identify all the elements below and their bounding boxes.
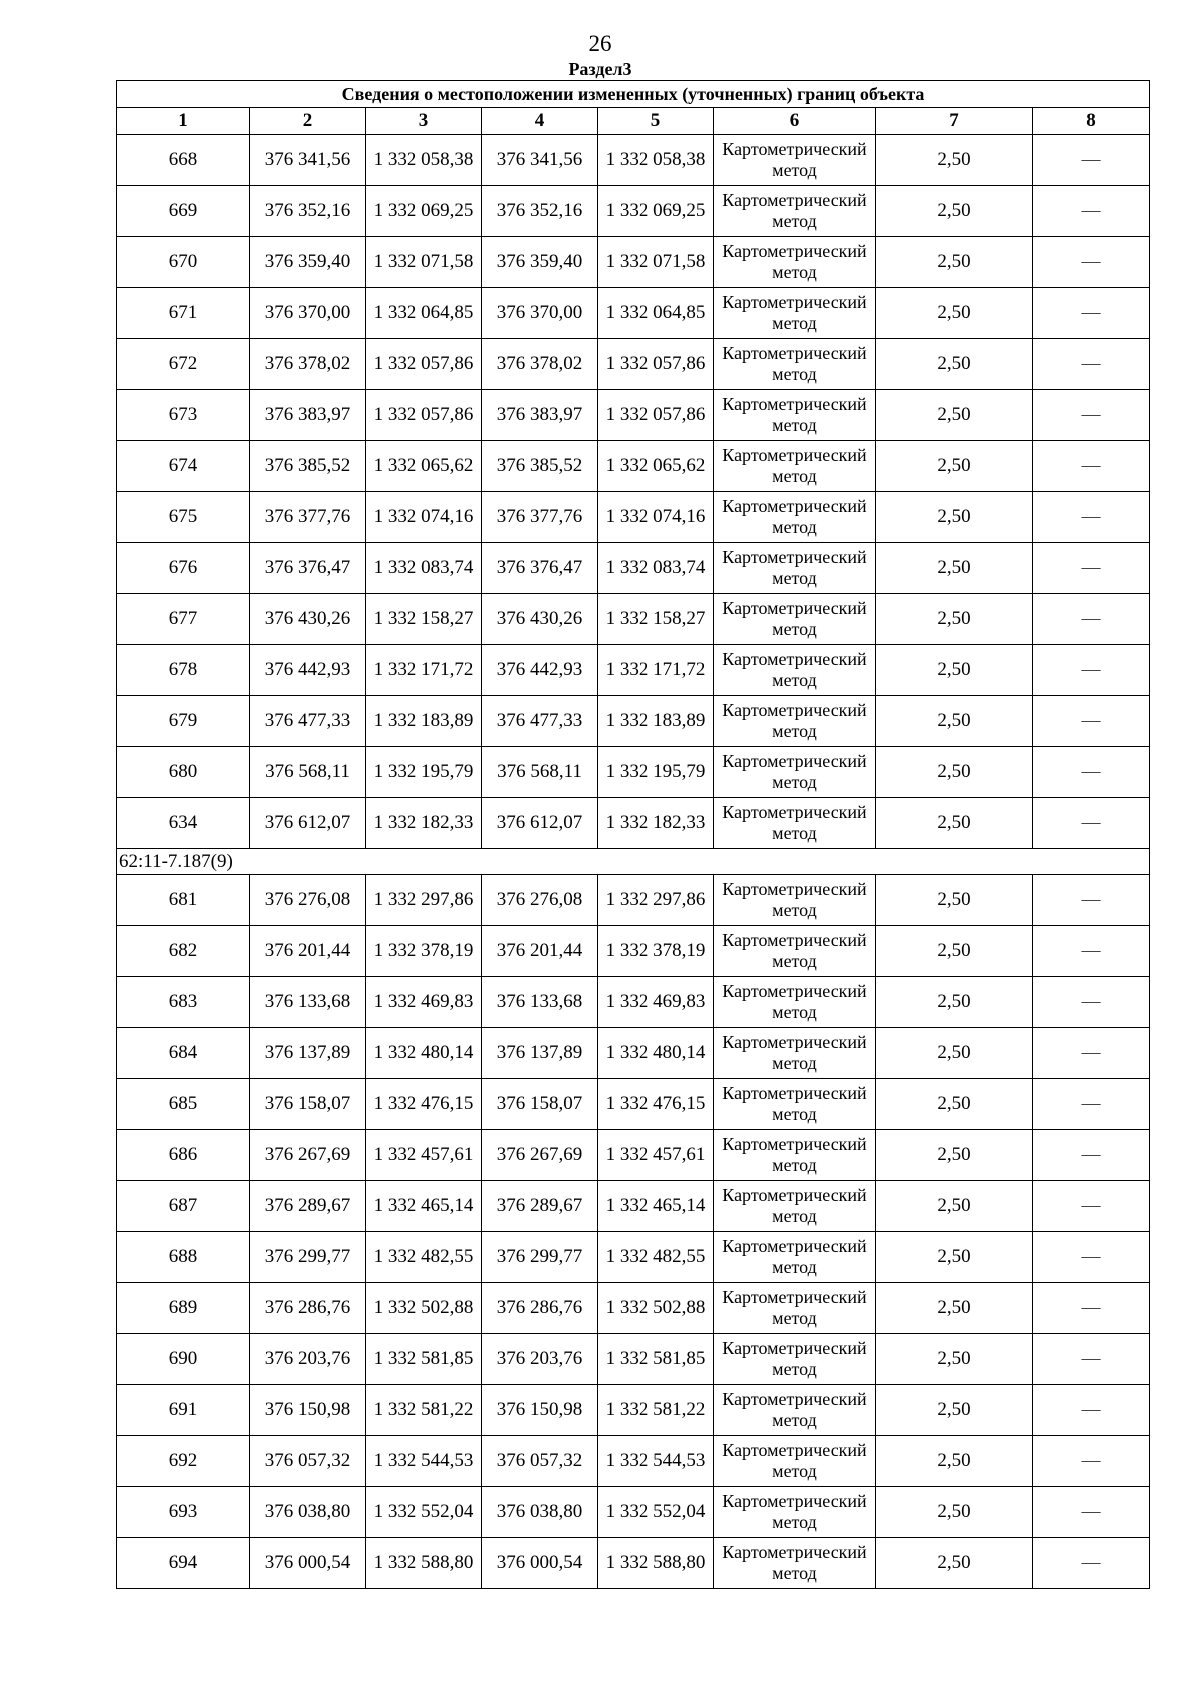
table-cell-col-5: 1 332 482,55: [598, 1232, 714, 1283]
table-cell-col-7: 2,50: [876, 645, 1033, 696]
table-cell-col-1: 683: [117, 977, 250, 1028]
table-cell-col-7: 2,50: [876, 1028, 1033, 1079]
table-cell-col-7: 2,50: [876, 543, 1033, 594]
table-cell-col-3: 1 332 552,04: [366, 1487, 482, 1538]
table-cell-col-6: Картометрический метод: [714, 645, 876, 696]
table-cell-col-2: 376 341,56: [250, 135, 366, 186]
table-cell-col-5: 1 332 065,62: [598, 441, 714, 492]
table-cell-col-7: 2,50: [876, 747, 1033, 798]
table-row: [117, 1436, 1150, 1487]
table-cell-col-2: 376 430,26: [250, 594, 366, 645]
table-cell-col-5: 1 332 195,79: [598, 747, 714, 798]
table-cell-col-5: 1 332 544,53: [598, 1436, 714, 1487]
table-row: [117, 339, 1150, 390]
table-cell-col-1: 669: [117, 186, 250, 237]
table-cell-col-4: 376 267,69: [482, 1130, 598, 1181]
table-row: [117, 186, 1150, 237]
table-row: [117, 926, 1150, 977]
table-cell-col-4: 376 203,76: [482, 1334, 598, 1385]
table-cell-col-6: Картометрический метод: [714, 977, 876, 1028]
table-cell-col-3: 1 332 544,53: [366, 1436, 482, 1487]
table-row: [117, 1079, 1150, 1130]
table-cell-col-5: 1 332 064,85: [598, 288, 714, 339]
table-cell-col-2: 376 568,11: [250, 747, 366, 798]
table-cell-col-5: 1 332 057,86: [598, 390, 714, 441]
table-cell-col-8: —: [1033, 492, 1150, 543]
table-cell-col-8: —: [1033, 594, 1150, 645]
table-cell-col-5: 1 332 071,58: [598, 237, 714, 288]
table-cell-col-1: 694: [117, 1538, 250, 1589]
table-cell-col-8: —: [1033, 543, 1150, 594]
table-row: [117, 441, 1150, 492]
table-cell-col-7: 2,50: [876, 339, 1033, 390]
table-cell-col-4: 376 430,26: [482, 594, 598, 645]
table-cell-col-8: —: [1033, 926, 1150, 977]
table-cell-col-5: 1 332 378,19: [598, 926, 714, 977]
table-cell-col-4: 376 341,56: [482, 135, 598, 186]
table-cell-col-6: Картометрический метод: [714, 1079, 876, 1130]
table-cell-col-7: 2,50: [876, 875, 1033, 926]
table-cell-col-4: 376 276,08: [482, 875, 598, 926]
column-header-3: 3: [366, 108, 482, 135]
table-cell-col-8: —: [1033, 1181, 1150, 1232]
table-cell-col-8: —: [1033, 1385, 1150, 1436]
table-cell-col-3: 1 332 158,27: [366, 594, 482, 645]
table-cell-col-3: 1 332 465,14: [366, 1181, 482, 1232]
table-cell-col-2: 376 203,76: [250, 1334, 366, 1385]
table-cell-col-3: 1 332 183,89: [366, 696, 482, 747]
table-cell-col-6: Картометрический метод: [714, 1385, 876, 1436]
table-row: [117, 390, 1150, 441]
table-cell-col-6: Картометрический метод: [714, 1487, 876, 1538]
table-row: [117, 237, 1150, 288]
table-cell-col-5: 1 332 183,89: [598, 696, 714, 747]
table-row: [117, 1232, 1150, 1283]
table-cell-col-6: Картометрический метод: [714, 237, 876, 288]
table-cell-col-8: —: [1033, 645, 1150, 696]
table-cell-col-4: 376 359,40: [482, 237, 598, 288]
table-cell-col-2: 376 150,98: [250, 1385, 366, 1436]
table-cell-col-3: 1 332 581,22: [366, 1385, 482, 1436]
table-cell-col-4: 376 286,76: [482, 1283, 598, 1334]
table-cell-col-4: 376 137,89: [482, 1028, 598, 1079]
table-cell-col-5: 1 332 457,61: [598, 1130, 714, 1181]
table-cell-col-3: 1 332 297,86: [366, 875, 482, 926]
table-cell-col-4: 376 299,77: [482, 1232, 598, 1283]
table-cell-col-3: 1 332 195,79: [366, 747, 482, 798]
table-cell-col-8: —: [1033, 747, 1150, 798]
table-cell-col-3: 1 332 057,86: [366, 339, 482, 390]
table-cell-col-8: —: [1033, 288, 1150, 339]
table-cell-col-2: 376 201,44: [250, 926, 366, 977]
table-cell-col-8: —: [1033, 798, 1150, 849]
table-cell-col-5: 1 332 171,72: [598, 645, 714, 696]
column-header-1: 1: [117, 108, 250, 135]
table-cell-col-5: 1 332 083,74: [598, 543, 714, 594]
table-cell-col-7: 2,50: [876, 1334, 1033, 1385]
table-cell-col-6: Картометрический метод: [714, 1232, 876, 1283]
table-cell-col-6: Картометрический метод: [714, 798, 876, 849]
table-cell-col-6: Картометрический метод: [714, 135, 876, 186]
table-cell-col-3: 1 332 069,25: [366, 186, 482, 237]
table-cell-col-1: 668: [117, 135, 250, 186]
table-cell-col-4: 376 352,16: [482, 186, 598, 237]
table-cell-col-4: 376 612,07: [482, 798, 598, 849]
table-cell-col-3: 1 332 057,86: [366, 390, 482, 441]
table-cell-col-5: 1 332 552,04: [598, 1487, 714, 1538]
table-row: [117, 1181, 1150, 1232]
table-cell-col-3: 1 332 581,85: [366, 1334, 482, 1385]
table-cell-col-7: 2,50: [876, 1232, 1033, 1283]
table-cell-col-7: 2,50: [876, 1385, 1033, 1436]
table-cell-col-6: Картометрический метод: [714, 926, 876, 977]
table-cell-col-8: —: [1033, 1232, 1150, 1283]
table-cell-col-4: 376 057,32: [482, 1436, 598, 1487]
table-cell-col-5: 1 332 476,15: [598, 1079, 714, 1130]
table-cell-col-8: —: [1033, 1334, 1150, 1385]
table-cell-col-2: 376 267,69: [250, 1130, 366, 1181]
table-cell-col-1: 674: [117, 441, 250, 492]
table-cell-col-6: Картометрический метод: [714, 441, 876, 492]
table-cell-col-3: 1 332 480,14: [366, 1028, 482, 1079]
table-cell-col-5: 1 332 182,33: [598, 798, 714, 849]
table-cell-col-1: 671: [117, 288, 250, 339]
table-cell-col-7: 2,50: [876, 135, 1033, 186]
table-cell-col-5: 1 332 581,22: [598, 1385, 714, 1436]
table-cell-col-2: 376 158,07: [250, 1079, 366, 1130]
table-row: [117, 492, 1150, 543]
column-header-row: [117, 108, 1150, 135]
table-cell-col-1: 687: [117, 1181, 250, 1232]
table-cell-col-8: —: [1033, 135, 1150, 186]
table-cell-col-3: 1 332 083,74: [366, 543, 482, 594]
table-cell-col-3: 1 332 482,55: [366, 1232, 482, 1283]
table-cell-col-4: 376 442,93: [482, 645, 598, 696]
table-cell-col-6: Картометрический метод: [714, 1130, 876, 1181]
column-header-8: 8: [1033, 108, 1150, 135]
table-cell-col-3: 1 332 457,61: [366, 1130, 482, 1181]
table-cell-col-7: 2,50: [876, 1181, 1033, 1232]
table-cell-col-8: —: [1033, 186, 1150, 237]
table-cell-col-1: 675: [117, 492, 250, 543]
table-cell-col-3: 1 332 469,83: [366, 977, 482, 1028]
table-cell-col-7: 2,50: [876, 926, 1033, 977]
table-cell-col-8: —: [1033, 875, 1150, 926]
table-row: [117, 594, 1150, 645]
table-cell-col-1: 684: [117, 1028, 250, 1079]
table-cell-col-2: 376 000,54: [250, 1538, 366, 1589]
table-cell-col-7: 2,50: [876, 977, 1033, 1028]
table-row: [117, 543, 1150, 594]
table-cell-col-3: 1 332 058,38: [366, 135, 482, 186]
table-cell-col-3: 1 332 065,62: [366, 441, 482, 492]
group-label: 62:11-7.187(9): [117, 849, 1150, 875]
table-row: [117, 1028, 1150, 1079]
table-row: [117, 696, 1150, 747]
table-cell-col-1: 688: [117, 1232, 250, 1283]
table-cell-col-6: Картометрический метод: [714, 1181, 876, 1232]
table-cell-col-1: 678: [117, 645, 250, 696]
table-cell-col-4: 376 158,07: [482, 1079, 598, 1130]
table-row: [117, 135, 1150, 186]
boundary-coordinates-table: [116, 80, 1150, 1589]
table-cell-col-5: 1 332 074,16: [598, 492, 714, 543]
table-cell-col-1: 692: [117, 1436, 250, 1487]
column-header-7: 7: [876, 108, 1033, 135]
table-cell-col-2: 376 376,47: [250, 543, 366, 594]
table-cell-col-2: 376 385,52: [250, 441, 366, 492]
table-cell-col-4: 376 377,76: [482, 492, 598, 543]
table-cell-col-1: 680: [117, 747, 250, 798]
table-cell-col-1: 679: [117, 696, 250, 747]
table-cell-col-8: —: [1033, 1538, 1150, 1589]
table-cell-col-4: 376 378,02: [482, 339, 598, 390]
table-cell-col-4: 376 201,44: [482, 926, 598, 977]
table-cell-col-8: —: [1033, 390, 1150, 441]
table-cell-col-2: 376 378,02: [250, 339, 366, 390]
table-cell-col-7: 2,50: [876, 492, 1033, 543]
table-cell-col-3: 1 332 476,15: [366, 1079, 482, 1130]
table-cell-col-3: 1 332 182,33: [366, 798, 482, 849]
table-cell-col-4: 376 133,68: [482, 977, 598, 1028]
table-cell-col-4: 376 385,52: [482, 441, 598, 492]
table-cell-col-6: Картометрический метод: [714, 288, 876, 339]
table-cell-col-4: 376 370,00: [482, 288, 598, 339]
table-cell-col-2: 376 276,08: [250, 875, 366, 926]
table-cell-col-6: Картометрический метод: [714, 875, 876, 926]
table-row: [117, 875, 1150, 926]
section-title: Раздел3: [568, 59, 632, 79]
table-cell-col-3: 1 332 378,19: [366, 926, 482, 977]
table-cell-col-7: 2,50: [876, 186, 1033, 237]
table-cell-col-1: 685: [117, 1079, 250, 1130]
table-cell-col-3: 1 332 074,16: [366, 492, 482, 543]
table-cell-col-8: —: [1033, 1487, 1150, 1538]
table-cell-col-6: Картометрический метод: [714, 390, 876, 441]
table-cell-col-3: 1 332 171,72: [366, 645, 482, 696]
page-number: 26: [588, 31, 612, 56]
table-cell-col-8: —: [1033, 441, 1150, 492]
table-cell-col-7: 2,50: [876, 1487, 1033, 1538]
table-cell-col-3: 1 332 588,80: [366, 1538, 482, 1589]
table-cell-col-1: 672: [117, 339, 250, 390]
table-cell-col-5: 1 332 297,86: [598, 875, 714, 926]
table-cell-col-6: Картометрический метод: [714, 1334, 876, 1385]
table-row: [117, 1385, 1150, 1436]
table-cell-col-7: 2,50: [876, 441, 1033, 492]
table-cell-col-1: 634: [117, 798, 250, 849]
table-row: [117, 798, 1150, 849]
table-cell-col-6: Картометрический метод: [714, 186, 876, 237]
table-cell-col-1: 693: [117, 1487, 250, 1538]
table-cell-col-4: 376 038,80: [482, 1487, 598, 1538]
table-row: [117, 1130, 1150, 1181]
table-cell-col-2: 376 352,16: [250, 186, 366, 237]
table-cell-col-8: —: [1033, 977, 1150, 1028]
table-cell-col-7: 2,50: [876, 1283, 1033, 1334]
table-cell-col-2: 376 137,89: [250, 1028, 366, 1079]
table-row: [117, 1538, 1150, 1589]
table-cell-col-1: 670: [117, 237, 250, 288]
table-cell-col-6: Картометрический метод: [714, 696, 876, 747]
table-cell-col-1: 682: [117, 926, 250, 977]
table-cell-col-2: 376 057,32: [250, 1436, 366, 1487]
table-cell-col-7: 2,50: [876, 288, 1033, 339]
table-body: [117, 135, 1150, 1589]
table-cell-col-6: Картометрический метод: [714, 1028, 876, 1079]
table-cell-col-4: 376 376,47: [482, 543, 598, 594]
column-header-2: 2: [250, 108, 366, 135]
table-cell-col-6: Картометрический метод: [714, 1538, 876, 1589]
table-cell-col-2: 376 133,68: [250, 977, 366, 1028]
column-header-5: 5: [598, 108, 714, 135]
table-cell-col-7: 2,50: [876, 798, 1033, 849]
table-cell-col-8: —: [1033, 1283, 1150, 1334]
table-cell-col-7: 2,50: [876, 1079, 1033, 1130]
column-header-4: 4: [482, 108, 598, 135]
table-cell-col-4: 376 000,54: [482, 1538, 598, 1589]
table-cell-col-2: 376 442,93: [250, 645, 366, 696]
table-cell-col-2: 376 370,00: [250, 288, 366, 339]
table-cell-col-4: 376 568,11: [482, 747, 598, 798]
table-cell-col-5: 1 332 480,14: [598, 1028, 714, 1079]
table-cell-col-5: 1 332 158,27: [598, 594, 714, 645]
table-cell-col-4: 376 150,98: [482, 1385, 598, 1436]
table-cell-col-3: 1 332 064,85: [366, 288, 482, 339]
table-cell-col-1: 673: [117, 390, 250, 441]
table-cell-col-6: Картометрический метод: [714, 594, 876, 645]
table-cell-col-2: 376 477,33: [250, 696, 366, 747]
table-row: [117, 288, 1150, 339]
table-cell-col-2: 376 377,76: [250, 492, 366, 543]
table-cell-col-1: 677: [117, 594, 250, 645]
table-cell-col-6: Картометрический метод: [714, 543, 876, 594]
table-cell-col-8: —: [1033, 237, 1150, 288]
table-cell-col-2: 376 299,77: [250, 1232, 366, 1283]
table-cell-col-5: 1 332 502,88: [598, 1283, 714, 1334]
table-cell-col-3: 1 332 502,88: [366, 1283, 482, 1334]
table-cell-col-7: 2,50: [876, 1538, 1033, 1589]
table-cell-col-7: 2,50: [876, 696, 1033, 747]
table-cell-col-4: 376 477,33: [482, 696, 598, 747]
table-cell-col-7: 2,50: [876, 1436, 1033, 1487]
table-row: [117, 645, 1150, 696]
table-row: [117, 977, 1150, 1028]
table-cell-col-6: Картометрический метод: [714, 747, 876, 798]
table-cell-col-5: 1 332 469,83: [598, 977, 714, 1028]
table-cell-col-1: 689: [117, 1283, 250, 1334]
table-cell-col-6: Картометрический метод: [714, 1436, 876, 1487]
table-cell-col-6: Картометрический метод: [714, 339, 876, 390]
table-cell-col-5: 1 332 057,86: [598, 339, 714, 390]
table-cell-col-8: —: [1033, 1028, 1150, 1079]
table-cell-col-1: 676: [117, 543, 250, 594]
group-row: [117, 849, 1150, 875]
table-cell-col-1: 681: [117, 875, 250, 926]
table-cell-col-2: 376 383,97: [250, 390, 366, 441]
table-caption: Сведения о местоположении измененных (уточненных) границ объекта: [117, 81, 1150, 108]
table-cell-col-5: 1 332 581,85: [598, 1334, 714, 1385]
table-cell-col-8: —: [1033, 1436, 1150, 1487]
table-cell-col-8: —: [1033, 1130, 1150, 1181]
table-cell-col-1: 690: [117, 1334, 250, 1385]
table-row: [117, 1334, 1150, 1385]
table-cell-col-7: 2,50: [876, 594, 1033, 645]
table-row: [117, 747, 1150, 798]
table-cell-col-6: Картометрический метод: [714, 1283, 876, 1334]
table-cell-col-5: 1 332 069,25: [598, 186, 714, 237]
table-cell-col-5: 1 332 465,14: [598, 1181, 714, 1232]
table-cell-col-1: 691: [117, 1385, 250, 1436]
table-cell-col-4: 376 289,67: [482, 1181, 598, 1232]
table-cell-col-4: 376 383,97: [482, 390, 598, 441]
table-cell-col-2: 376 359,40: [250, 237, 366, 288]
table-cell-col-8: —: [1033, 339, 1150, 390]
table-cell-col-7: 2,50: [876, 237, 1033, 288]
table-cell-col-2: 376 038,80: [250, 1487, 366, 1538]
table-cell-col-2: 376 289,67: [250, 1181, 366, 1232]
table-row: [117, 1487, 1150, 1538]
table-cell-col-5: 1 332 058,38: [598, 135, 714, 186]
table-cell-col-3: 1 332 071,58: [366, 237, 482, 288]
table-cell-col-2: 376 286,76: [250, 1283, 366, 1334]
table-cell-col-2: 376 612,07: [250, 798, 366, 849]
column-header-6: 6: [714, 108, 876, 135]
table-cell-col-1: 686: [117, 1130, 250, 1181]
table-cell-col-7: 2,50: [876, 1130, 1033, 1181]
table-cell-col-8: —: [1033, 1079, 1150, 1130]
table-cell-col-7: 2,50: [876, 390, 1033, 441]
table-cell-col-6: Картометрический метод: [714, 492, 876, 543]
table-cell-col-8: —: [1033, 696, 1150, 747]
table-row: [117, 1283, 1150, 1334]
table-cell-col-5: 1 332 588,80: [598, 1538, 714, 1589]
